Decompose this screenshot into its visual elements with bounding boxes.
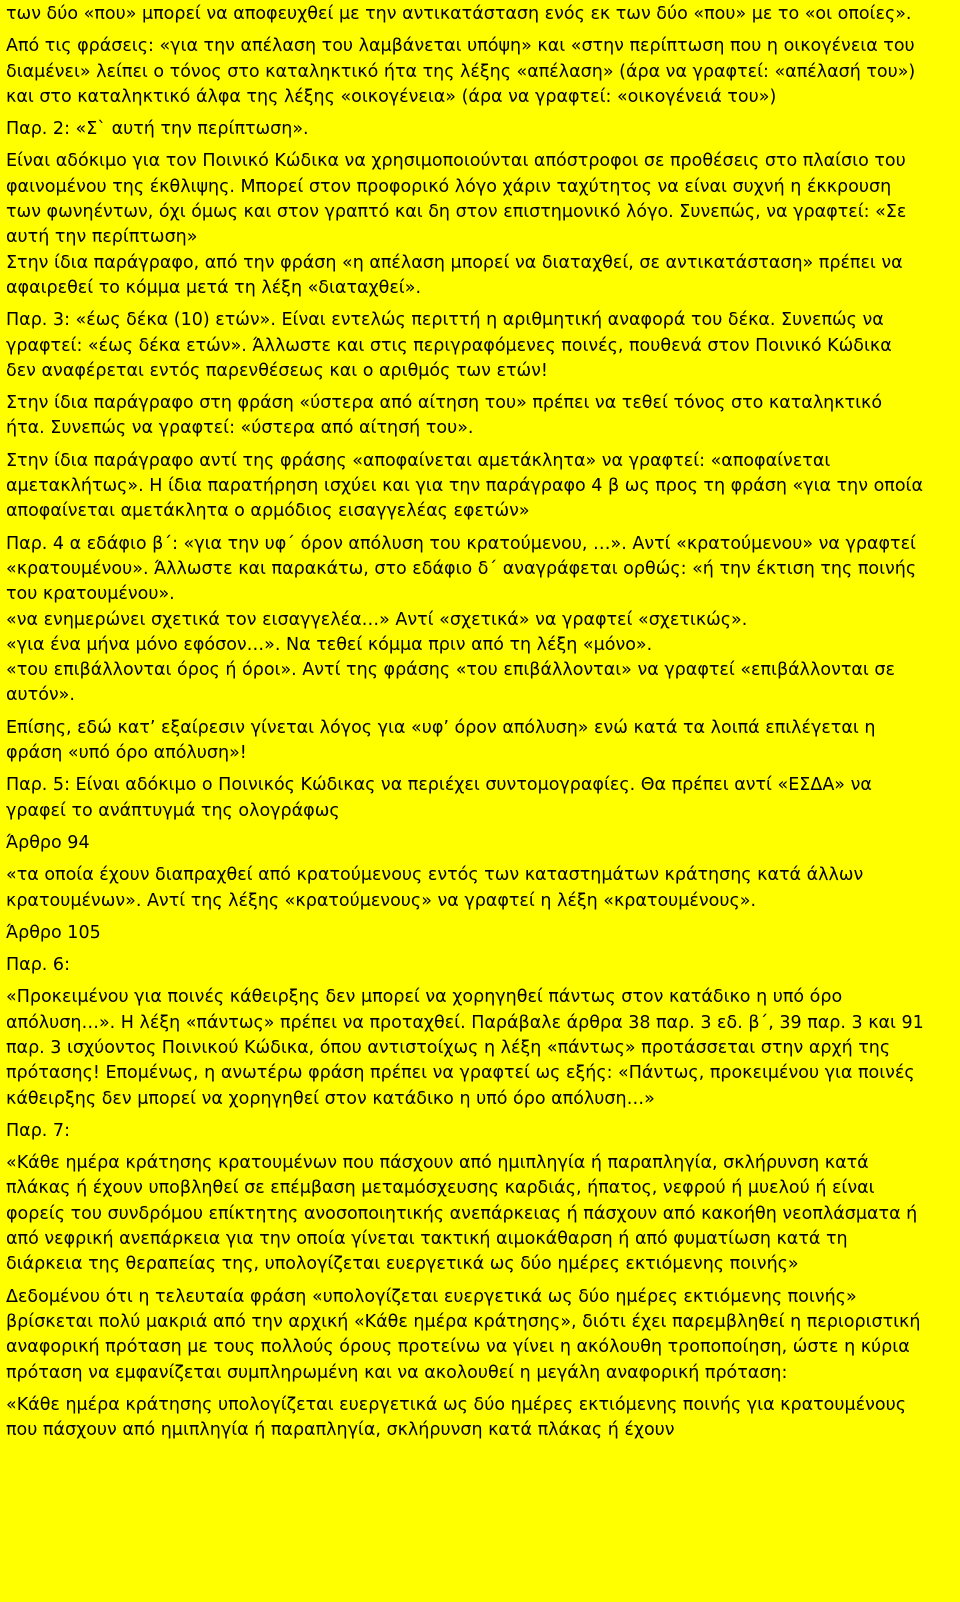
paragraph: «τα οποία έχουν διαπραχθεί από κρατούμενους εντός των καταστημάτων κράτησης κατά άλλων κρατουμένων». Αντί της λέξης «κρατούμενους» να γραφτεί η λέξη «κρατουμένους». [6,865,864,911]
paragraph: «Κάθε ημέρα κράτησης κρατουμένων που πάσχουν από ημιπληγία ή παραπληγία, σκλήρυνση κατά πλάκας ή έχουν υποβληθεί σε επέμβαση μεταμόσχευσης καρδιάς, ήπατος, νεφρού ή μυελού ή είναι φορείς του συνδρόμου επίκτητης ανοσοποιητικής ανεπάρκειας ή πάσχουν από κακοήθη νεοπλάσματα ή από νεφρική ανεπάρκεια για την οποία γίνεται τακτική αιμοκάθαρση ή από φυματίωση κατά τη διάρκεια της θεραπείας της, υπολογίζεται ευεργετικά ως δύο ημέρες εκτιόμενης ποινής» [6,1153,918,1275]
paragraph: Στην ίδια παράγραφο στη φράση «ύστερα από αίτηση του» πρέπει να τεθεί τόνος στο καταληκτικό ήτα. Συνεπώς να γραφτεί: «ύστερα από αίτησή του». [6,393,883,439]
paragraph: Δεδομένου ότι η τελευταία φράση «υπολογίζεται ευεργετικά ως δύο ημέρες εκτιόμενης ποινής» βρίσκεται πολύ μακριά από την αρχική «Κάθε ημέρα κράτησης», διότι έχει παρεμβληθεί η περιοριστική αναφορική πρόταση με τους πολλούς όρους προτείνω να γίνει η ακόλουθη τροποποίηση, ώστε η κύρια πρόταση να εμφανίζεται συμπληρωμένη και να ακολουθεί η μεγάλη αναφορική πρόταση: [6,1286,921,1383]
paragraph: «Προκειμένου για ποινές κάθειρξης δεν μπορεί να χορηγηθεί πάντως στον κατάδικο η υπό όρο απόλυση…». Η λέξη «πάντως» πρέπει να προταχθεί. Παράβαλε άρθρα 38 παρ. 3 εδ. β΄, 39 παρ. 3 και 91 παρ. 3 ισχύοντος Ποινικού Κώδικα, όπου αντιστοίχως η λέξη «πάντως» προτάσσεται στην αρχή της πρότασης! Επομένως, η ανωτέρω φράση πρέπει να γραφτεί ως εξής: «Πάντως, προκειμένου για ποινές κάθειρξης δεν μπορεί να χορηγηθεί στον κατάδικο η υπό όρο απόλυση…» [6,987,924,1109]
article-heading: Άρθρο 105 [6,922,101,943]
paragraph-heading: Παρ. 6: [6,955,70,976]
paragraph: Παρ. 5: Είναι αδόκιμο ο Ποινικός Κώδικας να περιέχει συντομογραφίες. Θα πρέπει αντί «ΕΣΔΑ» να γραφεί το ανάπτυγμά της ολογράφως [6,775,872,821]
article-heading: Άρθρο 94 [6,832,90,853]
paragraph: Είναι αδόκιμο για τον Ποινικό Κώδικα να χρησιμοποιούνται απόστροφοι σε προθέσεις στο πλαίσιο του φαινομένου της έκθλιψης. Μπορεί στον προφορικό λόγο χάριν ταχύτητος να είναι συχνή η έκκρουση των φωνηέντων, όχι όμως και στον γραπτό και δη στον επιστημονικό λόγο. Συνεπώς, να γραφτεί: «Σε αυτή την περίπτωση» [6,151,907,248]
paragraph: «να ενημερώνει σχετικά τον εισαγγελέα…» Αντί «σχετικά» να γραφτεί «σχετικώς». [6,609,748,630]
paragraph: «για ένα μήνα μόνο εφόσον…». Να τεθεί κόμμα πριν από τη λέξη «μόνο». [6,634,653,655]
paragraph: Παρ. 4 α εδάφιο β΄: «για την υφ΄ όρον απόλυση του κρατούμενου, …». Αντί «κρατούμενου» να γραφτεί «κρατουμένου». Άλλωστε και παρακάτω, στο εδάφιο δ΄ αναγράφεται ορθώς: «ή την έκτιση της ποινής του κρατουμένου». [6,533,917,605]
paragraph: Επίσης, εδώ κατ’ εξαίρεσιν γίνεται λόγος για «υφ’ όρον απόλυση» ενώ κατά τα λοιπά επιλέγεται η φράση «υπό όρο απόλυση»! [6,717,876,764]
paragraph: των δύο «που» μπορεί να αποφευχθεί με την αντικατάσταση ενός εκ των δύο «που» με το «οι οποίες». [6,4,912,24]
paragraph: Στην ίδια παράγραφο, από την φράση «η απέλαση μπορεί να διαταχθεί, σε αντικατάσταση» πρέπει να αφαιρεθεί το κόμμα μετά τη λέξη «διαταχθεί». [6,252,903,298]
paragraph: Από τις φράσεις: «για την απέλαση του λαμβάνεται υπόψη» και «στην περίπτωση που η οικογένεια του διαμένει» λείπει ο τόνος στο καταληκτικό ήτα της λέξης «απέλαση» (άρα να γραφτεί: «απέλασή του») και στο καταληκτικό άλφα της λέξης «οικογένεια» (άρα να γραφτεί: «οικογένειά του») [6,36,916,107]
paragraph-heading: Παρ. 7: [6,1120,70,1141]
paragraph: Στην ίδια παράγραφο αντί της φράσης «αποφαίνεται αμετάκλητα» να γραφτεί: «αποφαίνεται αμετακλήτως». Η ίδια παρατήρηση ισχύει και για την παράγραφο 4 β ως προς τη φράση «για την οποία αποφαίνεται αμετάκλητα ο αρμόδιος εισαγγελέας εφετών» [6,450,923,522]
paragraph: Παρ. 3: «έως δέκα (10) ετών». Είναι εντελώς περιττή η αριθμητική αναφορά του δέκα. Συνεπώς να γραφτεί: «έως δέκα ετών». Άλλωστε και στις περιγραφόμενες ποινές, πουθενά στον Ποινικό Κώδικα δεν αναφέρεται εντός παρενθέσεως και ο αριθμός των ετών! [6,310,892,381]
paragraph: Παρ. 2: «Σ` αυτή την περίπτωση». [6,119,309,140]
paragraph: «του επιβάλλονται όρος ή όροι». Αντί της φράσης «του επιβάλλονται» να γραφτεί «επιβάλλονται σε αυτόν». [6,660,895,706]
paragraph: «Κάθε ημέρα κράτησης υπολογίζεται ευεργετικά ως δύο ημέρες εκτιόμενης ποινής για κρατουμένους που πάσχουν από ημιπληγία ή παραπληγία, σκλήρυνση κατά πλάκας ή έχουν [6,1394,906,1441]
